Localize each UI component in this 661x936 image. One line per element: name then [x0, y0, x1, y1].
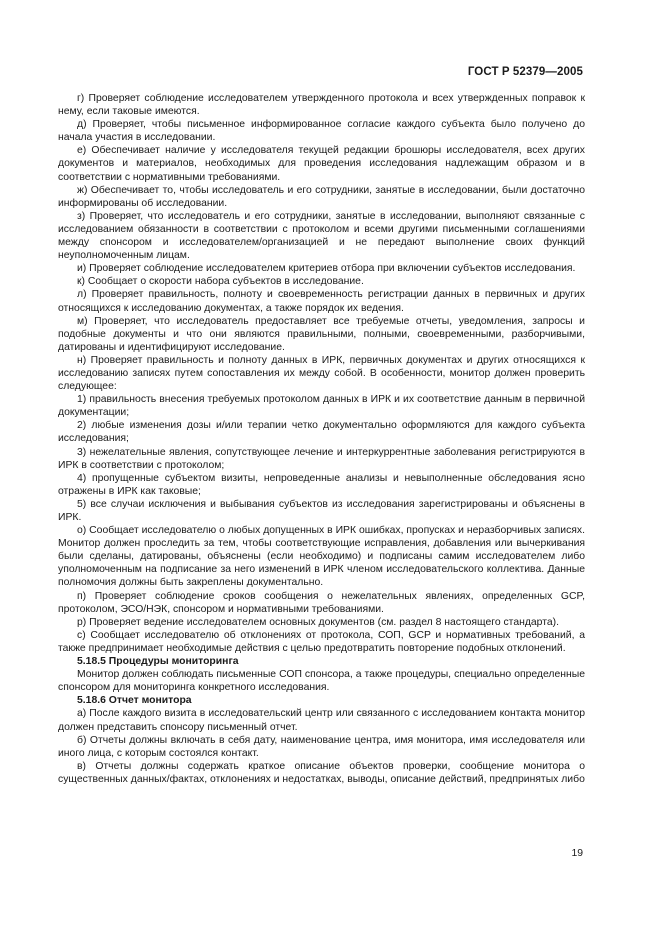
- paragraph: п) Проверяет соблюдение сроков сообщения о нежелательных явлениях, определенных GCP, протоколом, ЭСО/НЭК, спонсором и нормативными требованиями.: [58, 590, 585, 615]
- paragraph: б) Отчеты должны включать в себя дату, наименование центра, имя монитора, имя исследователя или иного лица, с которым состоялся контакт.: [58, 734, 585, 759]
- paragraph: л) Проверяет правильность, полноту и своевременность регистрации данных в первичных и других относящихся к исследованию документах, а также порядок их ведения.: [58, 289, 585, 314]
- paragraph: и) Проверяет соблюдение исследователем критериев отбора при включении субъектов исследования.: [77, 263, 576, 275]
- paragraph: о) Сообщает исследователю о любых допущенных в ИРК ошибках, пропусках и неразборчивых записях. Монитор должен проследить за тем, чтобы соответствующие исправления, добавления или вычеркивания были сделаны, датированы, объяснены (если необходимо) и подписаны самим исследователем либо уполномоченным на подписание за него изменений в ИРК членом исследовательского коллектива. Данные полномочия должны быть закреплены документально.: [58, 525, 585, 589]
- paragraph: 3) нежелательные явления, сопутствующее лечение и интеркуррентные заболевания регистрируются в ИРК в соответствии с протоколом;: [58, 446, 585, 471]
- paragraph: ж) Обеспечивает то, чтобы исследователь и его сотрудники, занятые в исследовании, были достаточно информированы об исследовании.: [58, 184, 585, 209]
- paragraph: м) Проверяет, что исследователь предоставляет все требуемые отчеты, уведомления, запросы и подобные документы и что они являются правильными, полными, своевременными, разборчивыми, датированы и идентифицируют исследование.: [58, 315, 585, 353]
- paragraph: 5) все случаи исключения и выбывания субъектов из исследования зарегистрированы и объяснены в ИРК.: [58, 498, 585, 523]
- section-heading: 5.18.5 Процедуры мониторинга: [77, 656, 239, 668]
- paragraph: в) Отчеты должны содержать краткое описание объектов проверки, сообщение монитора о существенных данных/фактах, отклонениях и недостатках, выводы, описание действий, предпринятых либо: [58, 760, 585, 785]
- paragraph: р) Проверяет ведение исследователем основных документов (см. раздел 8 настоящего стандарта).: [77, 616, 559, 628]
- section-heading: 5.18.6 Отчет монитора: [77, 695, 192, 707]
- paragraph: с) Сообщает исследователю об отклонениях от протокола, СОП, GCP и нормативных требований, а также предпринимает необходимые действия с целью предотвратить повторение подобных отклонений.: [58, 629, 585, 654]
- paragraph: н) Проверяет правильность и полноту данных в ИРК, первичных документах и других относящихся к исследованию записях путем сопоставления их между собой. В особенности, монитор должен проверить следующее:: [58, 354, 585, 393]
- paragraph: д) Проверяет, чтобы письменное информированное согласие каждого субъекта было получено до начала участия в исследовании.: [58, 119, 585, 144]
- paragraph: к) Сообщает о скорости набора субъектов в исследование.: [77, 276, 364, 288]
- standard-header: ГОСТ Р 52379—2005: [467, 66, 583, 78]
- paragraph: Монитор должен соблюдать письменные СОП спонсора, а также процедуры, специально определенные спонсором для мониторинга конкретного исследования.: [58, 669, 585, 694]
- paragraph: е) Обеспечивает наличие у исследователя текущей редакции брошюры исследователя, всех других документов и материалов, необходимых для проведения исследования надлежащим образом и в соответствии с нормативными требованиями.: [58, 145, 585, 183]
- paragraph: г) Проверяет соблюдение исследователем утвержденного протокола и всех утвержденных поправок к нему, если таковые имеются.: [58, 93, 585, 118]
- paragraph: а) После каждого визита в исследовательский центр или связанного с исследованием контакта монитор должен представить спонсору письменный отчет.: [58, 708, 585, 733]
- paragraph: з) Проверяет, что исследователь и его сотрудники, занятые в исследовании, выполняют связанные с исследованием обязанности в соответствии с протоколом и всеми другими письменными соглашениями между спонсором и исследователем/организацией и не передают выполнение своих функций неуполномоченным лицам.: [58, 210, 585, 262]
- paragraph: 1) правильность внесения требуемых протоколом данных в ИРК и их соответствие данным в первичной документации;: [58, 394, 585, 419]
- paragraph: 2) любые изменения дозы и/или терапии четко документально оформляются для каждого субъекта исследования;: [58, 420, 585, 445]
- paragraph: 4) пропущенные субъектом визиты, непроведенные анализы и невыполненные обследования ясно отражены в ИРК как таковые;: [58, 472, 585, 497]
- page-number: 19: [571, 848, 583, 859]
- document-body: [58, 92, 585, 786]
